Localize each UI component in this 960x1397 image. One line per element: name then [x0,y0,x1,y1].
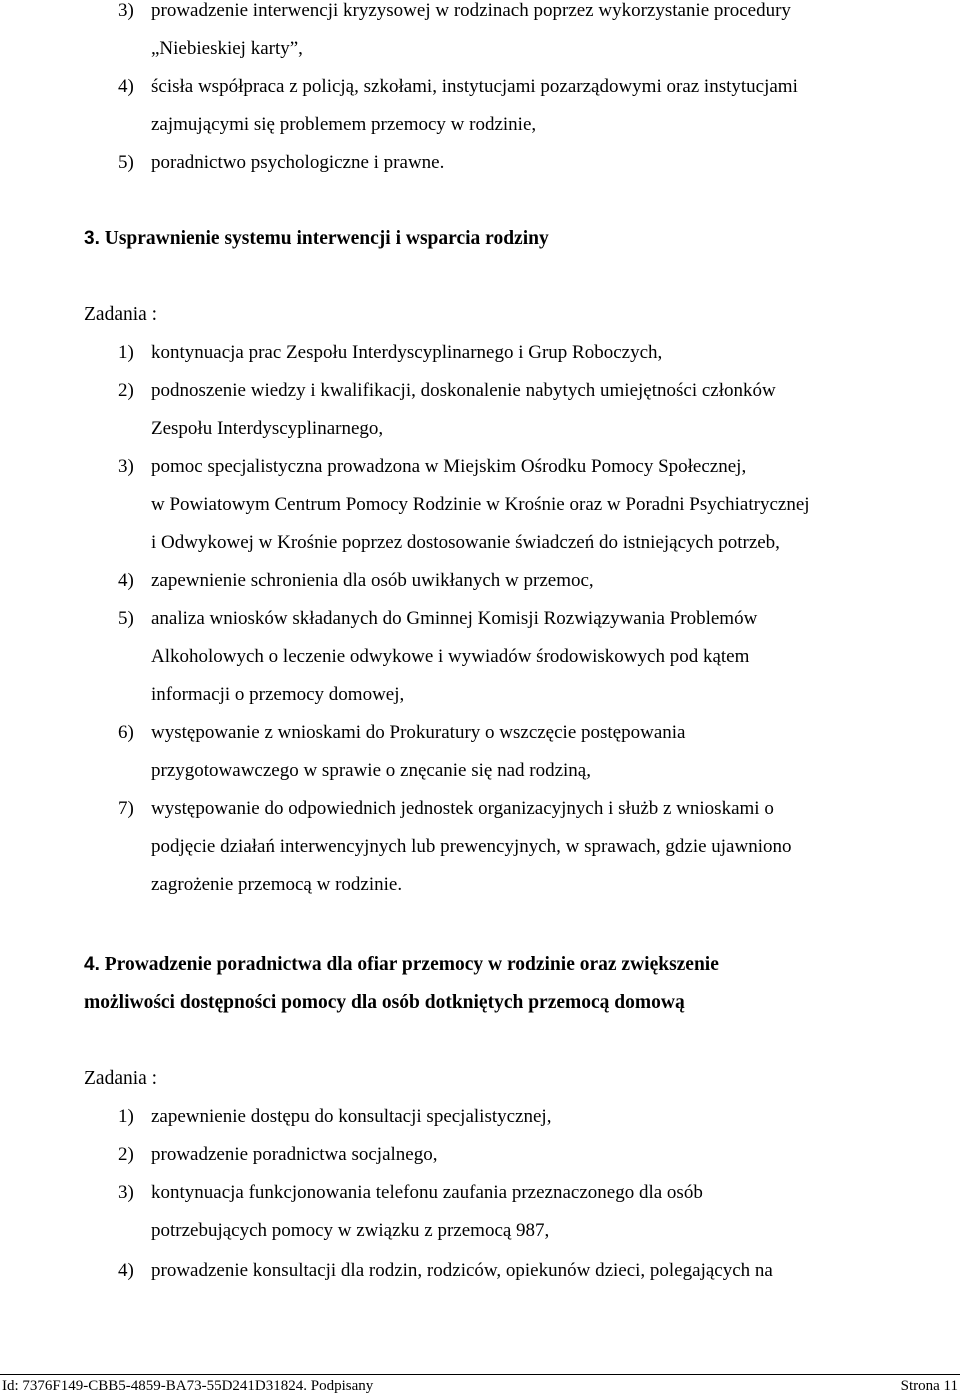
list-item-continuation: Alkoholowych o leczenie odwykowe i wywiadów środowiskowych pod kątem [151,646,750,667]
section-4-number: 4. [84,954,100,975]
list-item-number: 7) [118,798,134,819]
list-item-continuation: w Powiatowym Centrum Pomocy Rodzinie w Krośnie oraz w Poradni Psychiatrycznej [151,494,810,515]
list-item-number: 1) [118,1106,134,1127]
section-4-tasks-label: Zadania : [84,1068,158,1089]
list-item-text: zapewnienie schronienia dla osób uwikłanych w przemoc, [151,570,594,591]
list-item-text: występowanie do odpowiednich jednostek organizacyjnych i służb z wnioskami o [151,798,774,819]
list-item-text: występowanie z wnioskami do Prokuratury o wszczęcie postępowania [151,722,686,743]
list-item-continuation: zagrożenie przemocą w rodzinie. [151,874,403,895]
list-item-number: 4) [118,76,134,97]
list-item-number: 4) [118,570,134,591]
list-item-text: prowadzenie poradnictwa socjalnego, [151,1144,438,1165]
page-footer [0,1374,960,1397]
list-item-text: podnoszenie wiedzy i kwalifikacji, doskonalenie nabytych umiejętności członków [151,380,776,401]
list-item-text: zapewnienie dostępu do konsultacji specjalistycznej, [151,1106,552,1127]
list-item-number: 2) [118,1144,134,1165]
document-id: Id: 7376F149-CBB5-4859-BA73-55D241D31824. Podpisany [2,1378,374,1394]
list-item-continuation: Zespołu Interdyscyplinarnego, [151,418,384,439]
list-item-continuation: i Odwykowej w Krośnie poprzez dostosowanie świadczeń do istniejących potrzeb, [151,532,780,553]
section-3-title: Usprawnienie systemu interwencji i wsparcia rodziny [104,228,549,249]
list-item-text: kontynuacja prac Zespołu Interdyscyplinarnego i Grup Roboczych, [151,342,663,363]
list-item-number: 3) [118,0,134,21]
list-item-number: 6) [118,722,134,743]
section-3-heading [84,228,549,250]
section-4-title: Prowadzenie poradnictwa dla ofiar przemocy w rodzinie oraz zwiększenie [104,954,719,975]
list-item-continuation: informacji o przemocy domowej, [151,684,405,705]
list-item-number: 3) [118,1182,134,1203]
list-item-text: kontynuacja funkcjonowania telefonu zaufania przeznaczonego dla osób [151,1182,703,1203]
list-item-number: 5) [118,608,134,629]
page-number: Strona 11 [900,1378,958,1394]
list-item-continuation: zajmującymi się problemem przemocy w rodzinie, [151,114,537,135]
list-item-continuation: przygotowawczego w sprawie o znęcanie się nad rodziną, [151,760,591,781]
list-item-text: ścisła współpraca z policją, szkołami, instytucjami pozarządowymi oraz instytucjami [151,76,798,97]
section-3-tasks-label: Zadania : [84,304,158,325]
list-item-text: analiza wniosków składanych do Gminnej Komisji Rozwiązywania Problemów [151,608,758,629]
list-item-number: 3) [118,456,134,477]
section-4-title-continuation: możliwości dostępności pomocy dla osób dotkniętych przemocą domową [84,992,685,1013]
list-item-continuation: podjęcie działań interwencyjnych lub prewencyjnych, w sprawach, gdzie ujawniono [151,836,792,857]
list-item-number: 1) [118,342,134,363]
list-item-text: poradnictwo psychologiczne i prawne. [151,152,445,173]
list-item-continuation: „Niebieskiej karty”, [151,38,303,59]
list-item-number: 4) [118,1260,134,1281]
section-4-heading [84,954,719,976]
section-3-number: 3. [84,228,100,249]
list-item-text: prowadzenie konsultacji dla rodzin, rodziców, opiekunów dzieci, polegających na [151,1260,773,1281]
list-item-text: prowadzenie interwencji kryzysowej w rodzinach poprzez wykorzystanie procedury [151,0,791,21]
list-item-text: pomoc specjalistyczna prowadzona w Miejskim Ośrodku Pomocy Społecznej, [151,456,747,477]
list-item-number: 5) [118,152,134,173]
list-item-number: 2) [118,380,134,401]
list-item-continuation: potrzebujących pomocy w związku z przemocą 987, [151,1220,550,1241]
